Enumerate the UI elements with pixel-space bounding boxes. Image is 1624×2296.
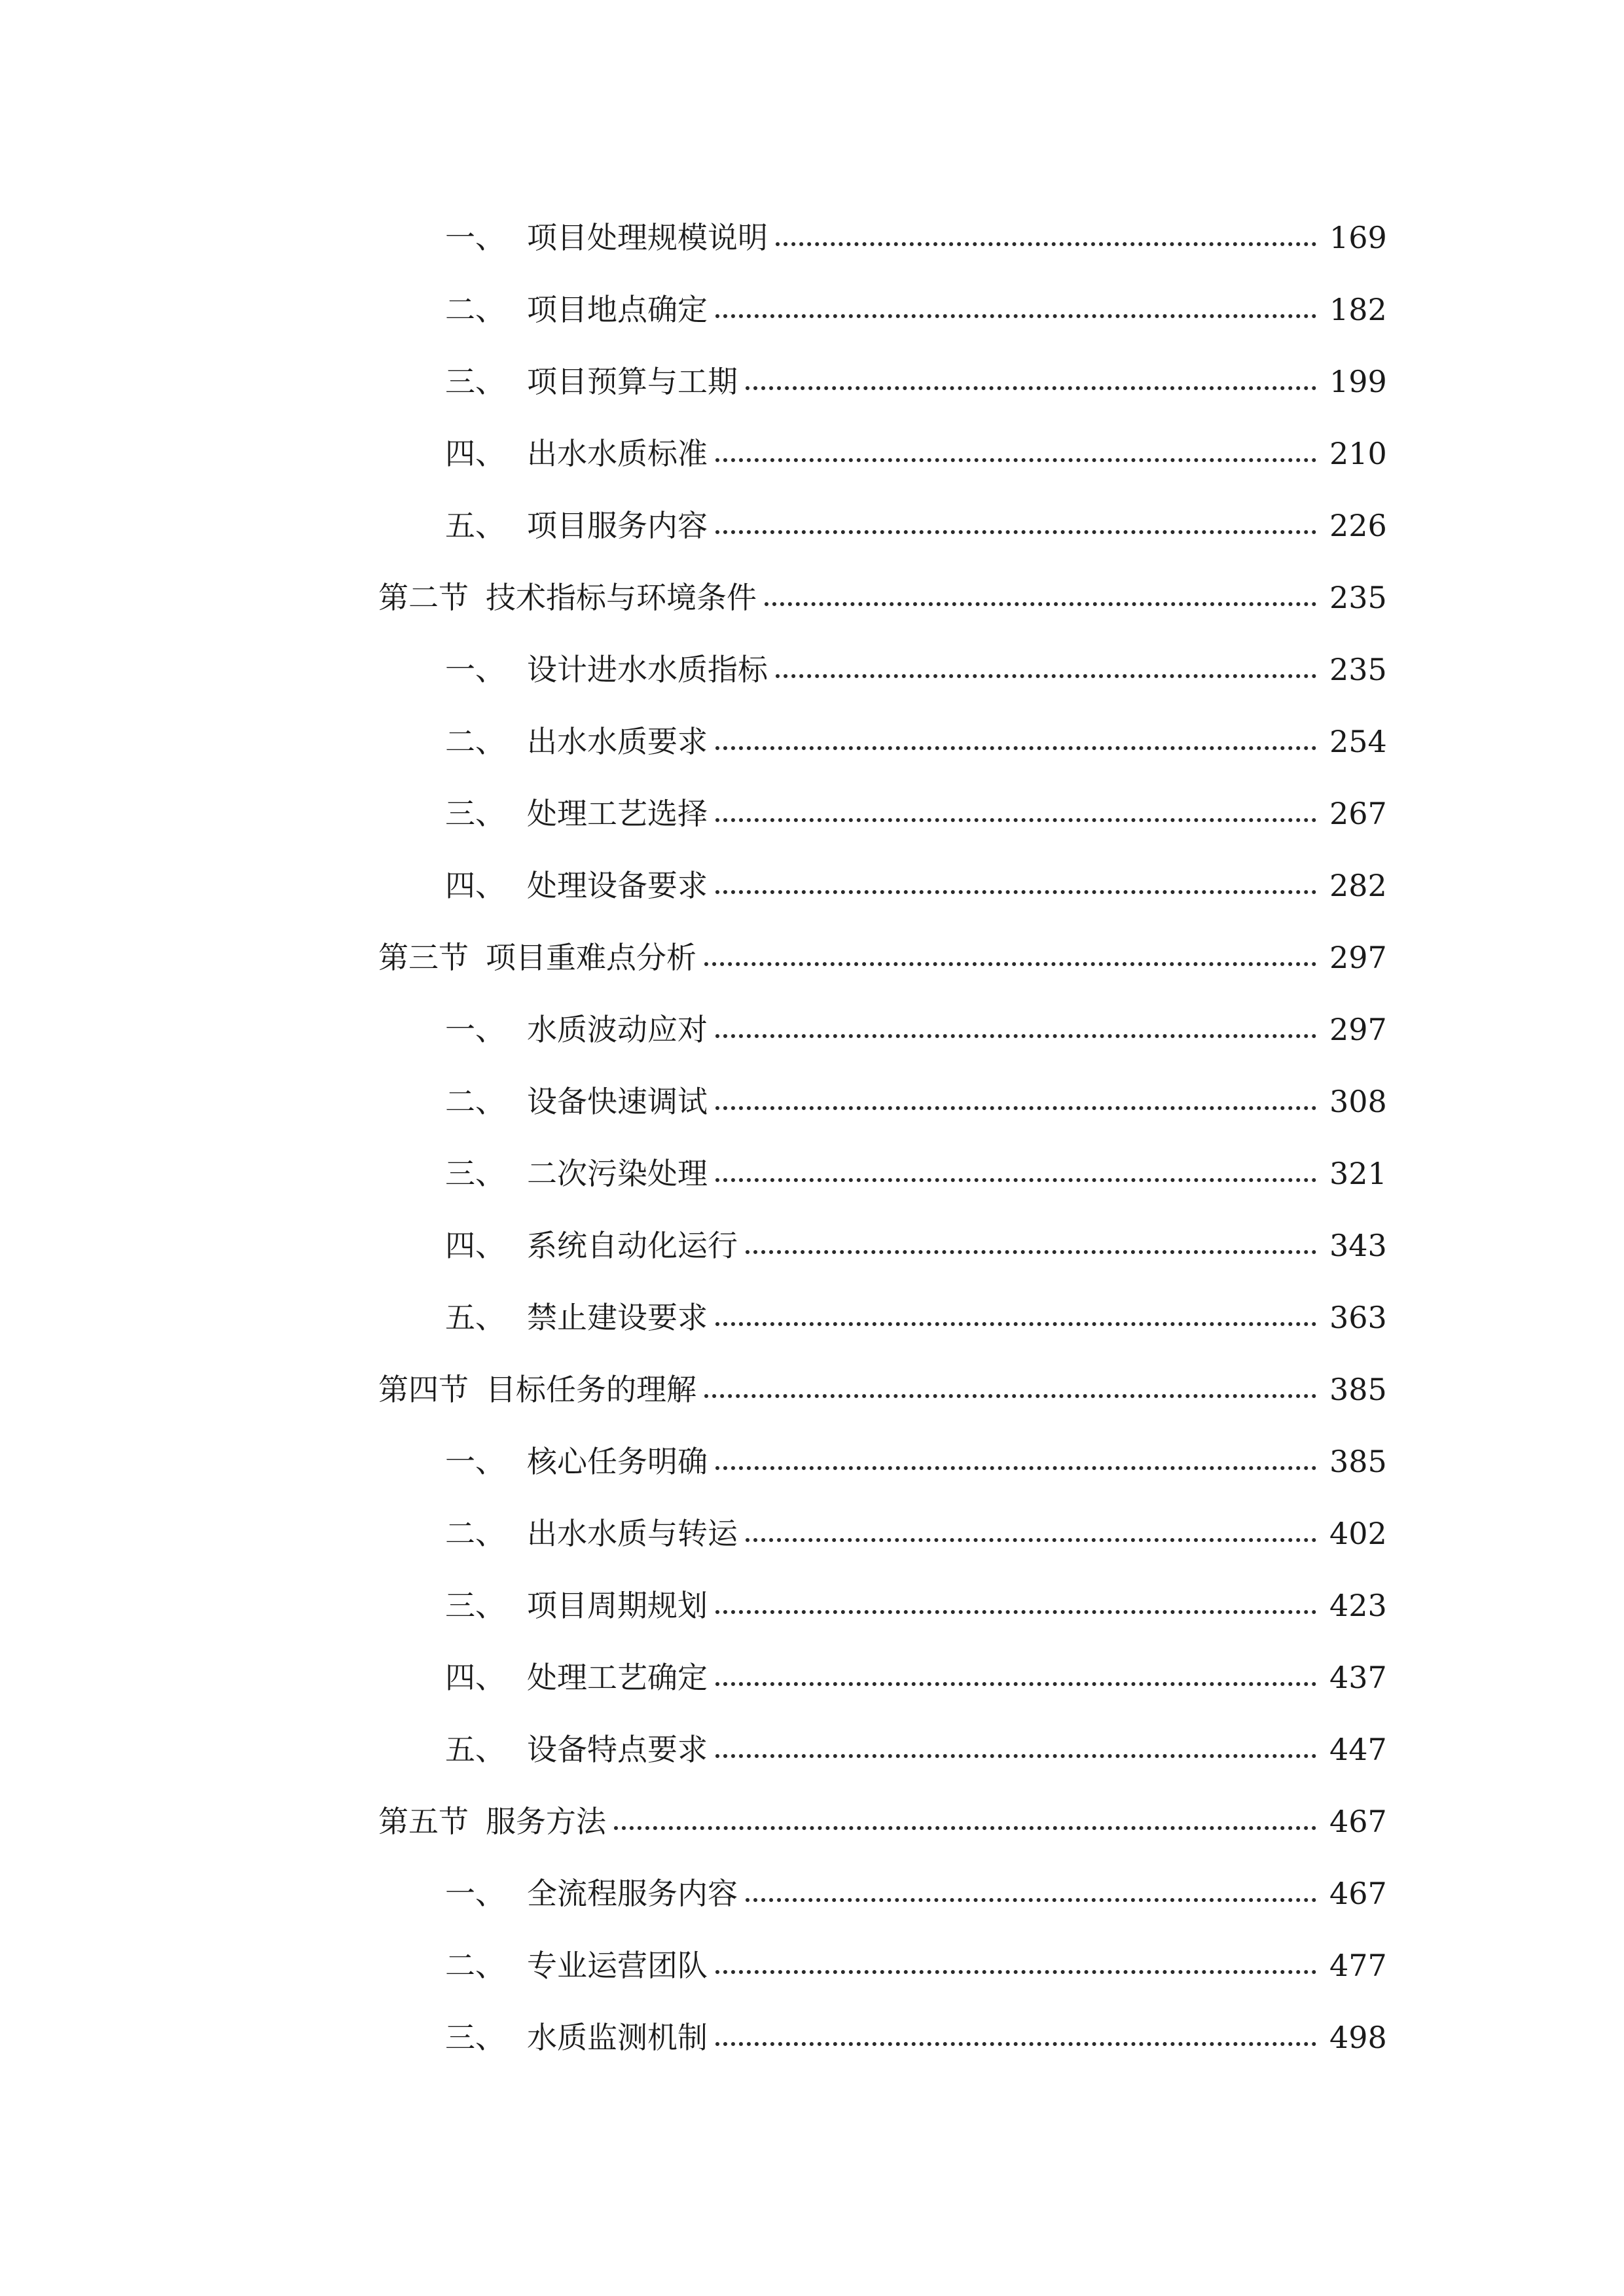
toc-entry-label <box>445 1158 708 1189</box>
toc-entry-label <box>445 726 708 757</box>
toc-entry-label <box>445 292 708 327</box>
toc-subsection-entry[interactable] <box>0 778 1624 850</box>
toc-entry-number: 一、 <box>445 220 505 255</box>
toc-entry-number: 三、 <box>445 1156 505 1191</box>
dot-leader <box>715 1178 1316 1182</box>
dot-leader <box>746 386 1316 390</box>
toc-entry-title: 处理工艺选择 <box>527 796 708 831</box>
dot-leader <box>746 1898 1316 1902</box>
toc-entry-title: 出水水质要求 <box>527 724 708 759</box>
toc-entry-label <box>445 436 708 471</box>
toc-entry-label <box>445 870 708 901</box>
toc-entry-title: 项目预算与工期 <box>527 364 738 399</box>
toc-subsection-entry[interactable] <box>0 634 1624 706</box>
dot-leader <box>715 2042 1316 2046</box>
toc-entry-title: 项目处理规模说明 <box>527 220 768 255</box>
table-of-contents <box>0 202 1624 2073</box>
dot-leader <box>776 242 1316 246</box>
dot-leader <box>715 1682 1316 1686</box>
toc-section-entry[interactable] <box>0 1354 1624 1426</box>
toc-entry-page-number: 297 <box>1329 1012 1387 1047</box>
toc-entry-label <box>445 652 768 687</box>
toc-subsection-entry[interactable] <box>0 1138 1624 1210</box>
toc-subsection-entry[interactable] <box>0 490 1624 562</box>
toc-subsection-entry[interactable] <box>0 994 1624 1066</box>
toc-subsection-entry[interactable] <box>0 1641 1624 1713</box>
dot-leader <box>704 1394 1316 1398</box>
dot-leader <box>715 1754 1316 1758</box>
dot-leader <box>715 1322 1316 1326</box>
toc-entry-title: 专业运营团队 <box>527 1948 708 1983</box>
toc-entry-number: 一、 <box>445 1876 505 1911</box>
toc-entry-page-number: 343 <box>1329 1228 1387 1263</box>
toc-subsection-entry[interactable] <box>0 706 1624 778</box>
dot-leader <box>715 530 1316 534</box>
toc-entry-label <box>445 798 708 829</box>
toc-entry-number: 四、 <box>445 1660 505 1695</box>
toc-entry-title: 禁止建设要求 <box>527 1300 708 1335</box>
toc-entry-title: 水质波动应对 <box>527 1012 708 1047</box>
dot-leader <box>715 890 1316 894</box>
toc-entry-label <box>445 1086 708 1117</box>
toc-entry-label <box>445 1950 708 1981</box>
toc-entry-title: 水质监测机制 <box>527 2020 708 2055</box>
toc-subsection-entry[interactable] <box>0 1066 1624 1138</box>
toc-entry-title: 出水水质标准 <box>527 436 708 471</box>
toc-entry-number: 三、 <box>445 2020 505 2055</box>
toc-subsection-entry[interactable] <box>0 850 1624 922</box>
toc-entry-page-number: 467 <box>1329 1876 1387 1911</box>
toc-subsection-entry[interactable] <box>0 202 1624 274</box>
toc-entry-number: 一、 <box>445 1444 505 1479</box>
toc-subsection-entry[interactable] <box>0 274 1624 346</box>
toc-entry-page-number: 235 <box>1329 580 1387 615</box>
toc-entry-title: 项目周期规划 <box>527 1588 708 1623</box>
toc-subsection-entry[interactable] <box>0 1210 1624 1282</box>
dot-leader <box>715 314 1316 318</box>
toc-entry-label <box>445 364 738 399</box>
toc-entry-number: 二、 <box>445 1948 505 1983</box>
dot-leader <box>746 1250 1316 1254</box>
toc-entry-number: 四、 <box>445 436 505 471</box>
toc-entry-page-number: 182 <box>1329 292 1387 327</box>
toc-entry-number: 五、 <box>445 508 505 543</box>
toc-entry-title: 项目服务内容 <box>527 508 708 543</box>
toc-entry-number: 三、 <box>445 1588 505 1623</box>
toc-entry-page-number: 385 <box>1329 1444 1387 1479</box>
dot-leader <box>715 458 1316 462</box>
dot-leader <box>715 1106 1316 1110</box>
dot-leader <box>776 674 1316 678</box>
toc-entry-page-number: 447 <box>1329 1732 1387 1767</box>
toc-entry-page-number: 267 <box>1329 796 1387 831</box>
toc-entry-number: 第五节 <box>378 1804 469 1839</box>
toc-subsection-entry[interactable] <box>0 1426 1624 1498</box>
toc-entry-number: 第三节 <box>378 940 469 975</box>
toc-entry-label <box>445 220 768 255</box>
toc-subsection-entry[interactable] <box>0 1929 1624 2001</box>
dot-leader <box>715 1466 1316 1470</box>
toc-entry-number: 二、 <box>445 292 505 327</box>
toc-entry-title: 技术指标与环境条件 <box>486 580 757 615</box>
toc-entry-title: 核心任务明确 <box>527 1444 708 1479</box>
dot-leader <box>704 962 1316 966</box>
toc-entry-title: 系统自动化运行 <box>527 1228 738 1263</box>
toc-section-entry[interactable] <box>0 922 1624 994</box>
toc-entry-title: 项目地点确定 <box>527 292 708 327</box>
dot-leader <box>715 1610 1316 1614</box>
toc-entry-title: 设备特点要求 <box>527 1732 708 1767</box>
toc-entry-number: 五、 <box>445 1732 505 1767</box>
toc-entry-title: 二次污染处理 <box>527 1156 708 1191</box>
toc-entry-page-number: 385 <box>1329 1372 1387 1407</box>
toc-entry-number: 五、 <box>445 1300 505 1335</box>
toc-entry-title: 全流程服务内容 <box>527 1876 738 1911</box>
toc-entry-page-number: 210 <box>1329 436 1387 471</box>
toc-entry-number: 三、 <box>445 796 505 831</box>
toc-entry-title: 设计进水水质指标 <box>527 652 768 687</box>
toc-entry-number: 一、 <box>445 652 505 687</box>
toc-entry-title: 处理设备要求 <box>527 868 708 903</box>
toc-entry-label <box>378 942 696 973</box>
toc-entry-number: 第二节 <box>378 580 469 615</box>
toc-entry-title: 出水水质与转运 <box>527 1516 738 1551</box>
toc-entry-number: 二、 <box>445 1084 505 1119</box>
toc-entry-page-number: 297 <box>1329 940 1387 975</box>
toc-entry-number: 二、 <box>445 724 505 759</box>
toc-entry-page-number: 321 <box>1329 1156 1387 1191</box>
toc-entry-page-number: 423 <box>1329 1588 1387 1623</box>
toc-entry-label <box>445 2022 708 2053</box>
toc-entry-page-number: 467 <box>1329 1804 1387 1839</box>
toc-entry-label <box>445 1014 708 1045</box>
toc-entry-number: 四、 <box>445 868 505 903</box>
toc-entry-label <box>445 1230 738 1261</box>
toc-entry-title: 目标任务的理解 <box>486 1372 696 1407</box>
toc-subsection-entry[interactable] <box>0 418 1624 490</box>
dot-leader <box>715 1970 1316 1974</box>
toc-section-entry[interactable] <box>0 562 1624 634</box>
toc-entry-title: 服务方法 <box>486 1804 606 1839</box>
dot-leader <box>715 746 1316 750</box>
toc-subsection-entry[interactable] <box>0 1713 1624 1785</box>
dot-leader <box>614 1826 1316 1830</box>
toc-entry-label <box>445 1446 708 1477</box>
toc-subsection-entry[interactable] <box>0 1282 1624 1354</box>
toc-entry-page-number: 477 <box>1329 1948 1387 1983</box>
toc-entry-label <box>445 508 708 543</box>
toc-entry-label <box>445 1734 708 1765</box>
toc-entry-page-number: 282 <box>1329 868 1387 903</box>
toc-entry-number: 三、 <box>445 364 505 399</box>
toc-entry-number: 第四节 <box>378 1372 469 1407</box>
toc-entry-label <box>378 1806 606 1837</box>
toc-entry-page-number: 199 <box>1329 364 1387 399</box>
toc-entry-number: 二、 <box>445 1516 505 1551</box>
toc-entry-number: 四、 <box>445 1228 505 1263</box>
toc-entry-title: 项目重难点分析 <box>486 940 696 975</box>
toc-entry-title: 设备快速调试 <box>527 1084 708 1119</box>
toc-entry-page-number: 226 <box>1329 508 1387 543</box>
toc-entry-title: 处理工艺确定 <box>527 1660 708 1695</box>
toc-entry-label <box>378 580 757 615</box>
toc-entry-page-number: 308 <box>1329 1084 1387 1119</box>
toc-subsection-entry[interactable] <box>0 1570 1624 1641</box>
dot-leader <box>765 602 1316 606</box>
toc-entry-number: 一、 <box>445 1012 505 1047</box>
toc-entry-label <box>445 1878 738 1909</box>
dot-leader <box>715 818 1316 822</box>
toc-entry-page-number: 363 <box>1329 1300 1387 1335</box>
toc-entry-label <box>445 1518 738 1549</box>
toc-entry-page-number: 498 <box>1329 2020 1387 2055</box>
toc-subsection-entry[interactable] <box>0 1857 1624 1929</box>
toc-subsection-entry[interactable] <box>0 1498 1624 1570</box>
toc-entry-label <box>378 1374 696 1405</box>
dot-leader <box>715 1034 1316 1038</box>
toc-entry-label <box>445 1662 708 1693</box>
toc-entry-page-number: 169 <box>1329 220 1387 255</box>
toc-entry-page-number: 402 <box>1329 1516 1387 1551</box>
toc-entry-label <box>445 1302 708 1333</box>
toc-entry-page-number: 254 <box>1329 724 1387 759</box>
toc-entry-page-number: 437 <box>1329 1660 1387 1695</box>
toc-entry-label <box>445 1590 708 1621</box>
toc-entry-page-number: 235 <box>1329 652 1387 687</box>
toc-subsection-entry[interactable] <box>0 346 1624 418</box>
toc-section-entry[interactable] <box>0 1785 1624 1857</box>
dot-leader <box>746 1538 1316 1542</box>
toc-subsection-entry[interactable] <box>0 2001 1624 2073</box>
